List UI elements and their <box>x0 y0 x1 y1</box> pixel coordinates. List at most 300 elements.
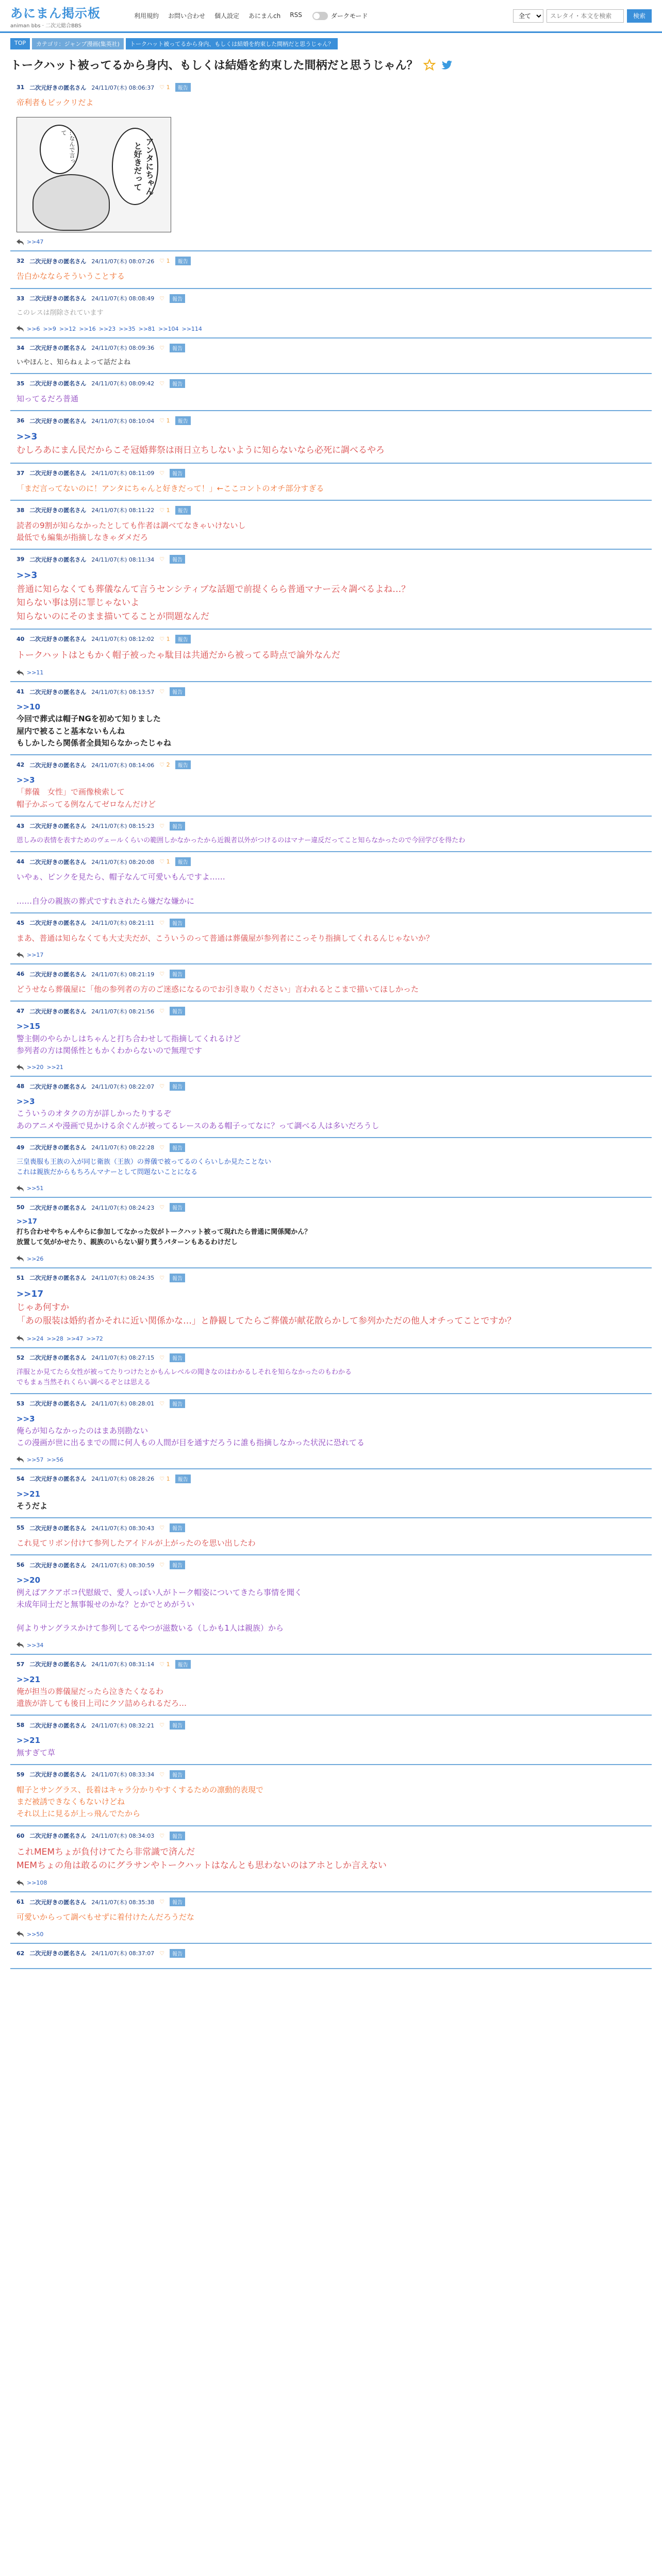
anchor-link[interactable]: >>20 <box>16 1575 41 1585</box>
post-body <box>10 518 652 549</box>
post-number[interactable]: 39 <box>16 556 25 563</box>
heart-icon: ♡ <box>159 469 165 477</box>
post-body <box>10 1572 652 1639</box>
report-button[interactable]: 報告 <box>170 919 185 927</box>
reply-link[interactable]: >>57 <box>27 1456 44 1463</box>
post-number[interactable]: 46 <box>16 971 25 978</box>
post-line: 遺族が許しても後日上司にクソ詰められるだろ… <box>16 1699 187 1708</box>
report-button[interactable]: 報告 <box>170 1143 185 1152</box>
reply-link[interactable]: >>50 <box>27 1930 44 1938</box>
manga-panel-image[interactable] <box>16 117 171 232</box>
post-date: 24/11/07(木) 08:20:08 <box>91 858 155 866</box>
post-number[interactable]: 58 <box>16 1722 25 1729</box>
post-author: 二次元好きの匿名さん <box>29 1562 87 1569</box>
reply-icon <box>16 1880 24 1886</box>
post-author: 二次元好きの匿名さん <box>29 345 87 352</box>
reply-link[interactable]: >>47 <box>27 239 44 246</box>
site-header <box>0 0 662 33</box>
post-number[interactable]: 61 <box>16 1899 25 1906</box>
reply-links <box>10 1253 652 1267</box>
post-number[interactable]: 33 <box>16 295 25 302</box>
like-button[interactable] <box>159 761 170 768</box>
like-button[interactable] <box>159 920 164 926</box>
post-author: 二次元好きの匿名さん <box>29 823 87 830</box>
nav-item[interactable]: RSS <box>290 11 302 19</box>
twitter-icon[interactable] <box>441 59 453 71</box>
like-count: 1 <box>166 1475 170 1482</box>
post-date: 24/11/07(木) 08:15:23 <box>91 823 155 830</box>
post-header <box>10 550 652 567</box>
post-number[interactable]: 57 <box>16 1660 25 1668</box>
report-button[interactable]: 報告 <box>170 1203 185 1212</box>
report-button[interactable]: 報告 <box>170 1274 185 1282</box>
post-header <box>10 1655 652 1672</box>
reply-links <box>10 950 652 963</box>
report-button[interactable]: 報告 <box>170 469 185 478</box>
post-header <box>10 464 652 481</box>
breadcrumb-item[interactable]: トークハット被ってるから身内、もしくは結婚を約束した間柄だと思うじゃん？ <box>126 38 338 49</box>
post-line: 俺が担当の葬儀屋だったら泣きたくなるわ <box>16 1686 164 1696</box>
post-header <box>10 1077 652 1094</box>
post <box>10 338 652 374</box>
report-button[interactable]: 報告 <box>170 1832 185 1840</box>
heart-icon: ♡ <box>159 84 165 91</box>
reply-icon <box>16 326 24 332</box>
post-date: 24/11/07(木) 08:12:02 <box>91 636 155 643</box>
anchor-link[interactable]: >>21 <box>16 1674 41 1684</box>
search-scope-select[interactable] <box>513 9 543 23</box>
post-line: あのアニメや漫画で見かける余ぐんが被ってるレースのある帽子ってなに？って調べる人は多いだろうし <box>16 1121 379 1130</box>
post-number[interactable]: 56 <box>16 1562 25 1569</box>
post-line <box>16 1611 646 1622</box>
post-number[interactable]: 60 <box>16 1832 25 1839</box>
post-number[interactable]: 34 <box>16 344 25 351</box>
post-header <box>10 1944 652 1961</box>
reply-icon <box>16 1256 24 1262</box>
post-number[interactable]: 42 <box>16 761 25 769</box>
report-button[interactable]: 報告 <box>170 1523 185 1532</box>
reply-icon <box>16 952 24 958</box>
report-button[interactable]: 報告 <box>170 555 185 564</box>
post-body <box>10 1782 652 1825</box>
heart-icon: ♡ <box>159 919 165 926</box>
post-body <box>10 699 652 754</box>
post-author: 二次元好きの匿名さん <box>29 1661 87 1668</box>
like-button[interactable] <box>159 84 170 91</box>
post-number[interactable]: 35 <box>16 380 25 387</box>
post-header <box>10 1555 652 1572</box>
post-author: 二次元好きの匿名さん <box>29 84 87 91</box>
post-line: これ見てリボン付けて参列したアイドルが上がったのを思い出したわ <box>16 1538 256 1548</box>
thread-title: トークハット被ってるから身内、もしくは結婚を約束した間柄だと思うじゃん？ <box>10 59 418 72</box>
post-number[interactable]: 40 <box>16 635 25 642</box>
post-date: 24/11/07(木) 08:09:42 <box>91 380 155 387</box>
post-body <box>10 1486 652 1518</box>
breadcrumb-item[interactable]: カテゴリ：ジャンプ漫画(集英社) <box>32 38 124 49</box>
reply-icon <box>16 670 24 676</box>
reply-link[interactable]: >>51 <box>27 1185 44 1192</box>
report-button[interactable]: 報告 <box>175 1475 191 1483</box>
heart-icon: ♡ <box>159 344 165 351</box>
post <box>10 1394 652 1469</box>
reply-link[interactable]: >>9 <box>43 325 56 332</box>
post-number[interactable]: 38 <box>16 506 25 514</box>
post-number[interactable]: 62 <box>16 1950 25 1957</box>
post <box>10 1077 652 1138</box>
heart-icon: ♡ <box>159 1899 165 1906</box>
like-button[interactable] <box>159 971 164 977</box>
anchor-link[interactable]: >>21 <box>16 1489 41 1499</box>
post <box>10 682 652 755</box>
post-line: それ以上に見るが上っ飛んでたから <box>16 1809 141 1819</box>
reply-link[interactable]: >>11 <box>27 669 44 676</box>
post-body <box>10 1535 652 1554</box>
like-count: 1 <box>166 1660 170 1668</box>
post-author: 二次元好きの匿名さん <box>29 1204 87 1211</box>
post-number[interactable]: 49 <box>16 1144 25 1151</box>
report-button[interactable]: 報告 <box>170 379 185 388</box>
heart-icon: ♡ <box>159 258 165 265</box>
post-number[interactable]: 52 <box>16 1354 25 1361</box>
like-button[interactable] <box>159 345 164 351</box>
post-body <box>10 355 652 373</box>
report-button[interactable]: 報告 <box>170 970 185 978</box>
post-body <box>10 1215 652 1253</box>
post-number[interactable]: 41 <box>16 688 25 696</box>
like-count: 2 <box>166 761 170 769</box>
post-header <box>10 1268 652 1285</box>
heart-icon: ♡ <box>159 1008 165 1015</box>
nav-item[interactable]: あにまんch <box>249 12 281 20</box>
post-line: トークハットはともかく帽子被ったゃ駄目は共通だから被ってる時点で論外なんだ <box>16 650 340 660</box>
like-button[interactable] <box>159 1833 164 1839</box>
reply-links <box>10 1877 652 1891</box>
reply-link[interactable]: >>104 <box>158 325 179 332</box>
like-button[interactable] <box>159 823 164 829</box>
search-button[interactable]: 検索 <box>627 9 652 23</box>
reply-link[interactable]: >>12 <box>59 325 76 332</box>
report-button[interactable]: 報告 <box>175 506 191 515</box>
reply-link[interactable]: >>6 <box>27 325 40 332</box>
like-button[interactable] <box>159 507 170 514</box>
post <box>10 852 652 913</box>
post-header <box>10 501 652 518</box>
reply-link[interactable]: >>34 <box>27 1641 44 1649</box>
post-number[interactable]: 32 <box>16 258 25 265</box>
reply-link[interactable]: >>28 <box>46 1335 63 1342</box>
post-date: 24/11/07(木) 08:24:35 <box>91 1275 155 1282</box>
report-button[interactable]: 報告 <box>175 1660 191 1669</box>
post-number[interactable]: 48 <box>16 1083 25 1090</box>
post-header <box>10 1198 652 1215</box>
post-line: 無すぎて草 <box>16 1748 56 1757</box>
report-button[interactable]: 報告 <box>170 1721 185 1730</box>
post-line: 今回で葬式は帽子NGを初めて知りました <box>16 714 161 724</box>
heart-icon: ♡ <box>159 1771 165 1778</box>
post <box>10 251 652 289</box>
post <box>10 817 652 852</box>
post <box>10 1716 652 1765</box>
heart-icon: ♡ <box>159 1400 165 1407</box>
post-body <box>10 1094 652 1137</box>
post-line: 恩しみの表情を表すためのヴェールくらいの範囲しかなかったから近親者以外がつけるのはマナー違反だってこと知らなかったので今回学びを得たわ <box>16 836 466 844</box>
post-author: 二次元好きの匿名さん <box>29 1144 87 1151</box>
post-number[interactable]: 53 <box>16 1400 25 1407</box>
post-date: 24/11/07(木) 08:11:34 <box>91 556 155 563</box>
like-button[interactable] <box>159 1008 164 1014</box>
post-header <box>10 1765 652 1782</box>
heart-icon: ♡ <box>159 858 165 866</box>
post-line: このレスは削除されています <box>16 309 104 317</box>
heart-icon: ♡ <box>159 1354 165 1361</box>
post <box>10 78 652 251</box>
post-date: 24/11/07(木) 08:22:07 <box>91 1083 155 1090</box>
post-body <box>10 1909 652 1928</box>
anchor-link[interactable]: >>3 <box>16 570 38 581</box>
breadcrumb-item[interactable]: TOP <box>10 38 30 49</box>
reply-link[interactable]: >>16 <box>79 325 96 332</box>
post <box>10 1944 652 1969</box>
report-button[interactable]: 報告 <box>170 344 185 352</box>
post <box>10 1655 652 1716</box>
nav-item[interactable]: 利用規約 <box>134 12 159 20</box>
post <box>10 964 652 1002</box>
nav-item[interactable]: お問い合わせ <box>168 12 206 20</box>
post-author: 二次元好きの匿名さん <box>29 1524 87 1532</box>
post-number[interactable]: 44 <box>16 858 25 866</box>
star-icon[interactable] <box>423 59 436 71</box>
post-date: 24/11/07(木) 08:21:19 <box>91 971 155 978</box>
post-header <box>10 964 652 981</box>
post-date: 24/11/07(木) 08:06:37 <box>91 84 155 91</box>
post-number[interactable]: 37 <box>16 469 25 477</box>
post-line: 知らない事は別に罪じゃないよ <box>16 598 139 608</box>
like-button[interactable] <box>159 1722 164 1728</box>
post-line: 帝利者もビックリだよ <box>16 98 94 107</box>
report-button[interactable]: 報告 <box>170 822 185 831</box>
post-body <box>10 1285 652 1333</box>
reply-link[interactable]: >>24 <box>27 1335 44 1342</box>
like-button[interactable] <box>159 858 170 865</box>
like-button[interactable] <box>159 1771 164 1778</box>
report-button[interactable]: 報告 <box>175 760 191 769</box>
post-line: 最低でも編集が指摘しなきゃダメだろ <box>16 533 148 543</box>
like-button[interactable] <box>159 1524 164 1531</box>
post-number[interactable]: 36 <box>16 417 25 425</box>
post-number[interactable]: 47 <box>16 1008 25 1015</box>
post-line: 洋服とか見てたら女性が被ってたりつけたとかもんレべルの聞きなのはわかるしそれを知らなかったのもわかる <box>16 1368 352 1376</box>
like-button[interactable] <box>159 417 170 424</box>
post <box>10 464 652 501</box>
post-date: 24/11/07(木) 08:32:21 <box>91 1722 155 1729</box>
dark-mode-toggle[interactable] <box>312 11 368 20</box>
reply-link[interactable]: >>21 <box>46 1064 63 1071</box>
reply-link[interactable]: >>72 <box>86 1335 103 1342</box>
reply-link[interactable]: >>20 <box>27 1064 44 1071</box>
post-line: 何よりサングラスかけて参列してるやつが滋数いる（しかも1人は親族）から <box>16 1623 284 1633</box>
anchor-link[interactable]: >>10 <box>16 702 41 712</box>
report-button[interactable]: 報告 <box>170 1082 185 1091</box>
reply-link[interactable]: >>26 <box>27 1255 44 1262</box>
search-input[interactable] <box>547 9 624 23</box>
reply-links <box>10 1929 652 1943</box>
post-number[interactable]: 54 <box>16 1475 25 1482</box>
post-body <box>10 268 652 287</box>
like-button[interactable] <box>159 556 164 563</box>
main-nav <box>134 11 302 20</box>
post-number[interactable]: 55 <box>16 1524 25 1532</box>
post-header <box>10 78 652 95</box>
post-body <box>10 1019 652 1062</box>
like-button[interactable] <box>159 380 164 387</box>
post-date: 24/11/07(木) 08:27:15 <box>91 1354 155 1362</box>
post-line: 例えばアクアボコ代慰級で、愛人っぽい人がトーク帽姿についてきたら事情を聞く <box>16 1587 302 1597</box>
like-button[interactable] <box>159 1275 164 1281</box>
reply-link[interactable]: >>35 <box>119 325 136 332</box>
post-number[interactable]: 31 <box>16 84 25 91</box>
anchor-link[interactable]: >>3 <box>16 1414 35 1423</box>
post-body <box>10 428 652 463</box>
post-author: 二次元好きの匿名さん <box>29 1008 87 1015</box>
post-line: 打ち合わせやちゃんやらに参加してなかった奴がトークハット被って現れたら普通に関係聞かん？ <box>16 1228 311 1236</box>
post-line: むしろあにまん民だからこそ冠婚葬祭は雨日立ちしないように知らないなら必死に調べるやろ <box>16 445 385 456</box>
anchor-link[interactable]: >>3 <box>16 432 38 443</box>
reply-link[interactable]: >>17 <box>27 952 44 959</box>
like-button[interactable] <box>159 1083 164 1090</box>
like-button[interactable] <box>159 295 164 302</box>
reply-link[interactable]: >>108 <box>27 1879 47 1887</box>
report-button[interactable]: 報告 <box>170 687 185 696</box>
post <box>10 411 652 464</box>
heart-icon: ♡ <box>159 635 165 642</box>
toggle-switch[interactable] <box>312 12 328 20</box>
report-button[interactable]: 報告 <box>170 1399 185 1408</box>
post-body <box>10 1843 652 1878</box>
like-button[interactable] <box>159 1354 164 1361</box>
reply-links <box>10 1183 652 1197</box>
post-date: 24/11/07(木) 08:09:36 <box>91 345 155 352</box>
post-header <box>10 374 652 391</box>
heart-icon: ♡ <box>159 556 165 563</box>
report-button[interactable]: 報告 <box>170 1561 185 1569</box>
report-button[interactable]: 報告 <box>170 1007 185 1015</box>
like-button[interactable] <box>159 688 164 695</box>
heart-icon: ♡ <box>159 1950 165 1957</box>
anchor-link[interactable]: >>3 <box>16 1097 35 1107</box>
anchor-link[interactable]: >>3 <box>16 775 35 785</box>
post-header <box>10 251 652 268</box>
heart-icon: ♡ <box>159 1660 165 1668</box>
nav-item[interactable]: 個人設定 <box>214 12 240 20</box>
post-body <box>10 1733 652 1764</box>
like-button[interactable] <box>159 470 164 477</box>
report-button[interactable]: 報告 <box>175 257 191 265</box>
post-line: 帽子とサングラス、長着はキャラ分かりやすくするための凛動的表現で <box>16 1785 263 1794</box>
reply-link[interactable]: >>114 <box>181 325 202 332</box>
like-button[interactable] <box>159 1950 164 1957</box>
reply-icon <box>16 1642 24 1648</box>
post-line: じゃあ何すか <box>16 1302 69 1313</box>
like-button[interactable] <box>159 1144 164 1151</box>
post-line: もしかしたら関係者全員知らなかったじゃね <box>16 738 172 748</box>
anchor-link[interactable]: >>15 <box>16 1022 41 1031</box>
report-button[interactable]: 報告 <box>170 294 185 303</box>
post-header <box>10 1002 652 1019</box>
toggle-knob <box>313 13 320 19</box>
like-button[interactable] <box>159 1899 164 1905</box>
like-button[interactable] <box>159 1562 164 1568</box>
post-line: まあ、普通は知らなくても大丈夫だが、こういうのって普通は葬儀屋が参列者にこっそり指摘してくれるんじゃないか？ <box>16 933 434 943</box>
post-body <box>10 981 652 1001</box>
report-button[interactable]: 報告 <box>170 1949 185 1958</box>
post-author: 二次元好きの匿名さん <box>29 636 87 643</box>
like-button[interactable] <box>159 1400 164 1407</box>
report-button[interactable]: 報告 <box>175 83 191 92</box>
heart-icon: ♡ <box>159 1274 165 1281</box>
report-button[interactable]: 報告 <box>170 1770 185 1779</box>
post-author: 二次元好きの匿名さん <box>29 688 87 696</box>
like-button[interactable] <box>159 258 170 264</box>
post <box>10 1826 652 1893</box>
post-date: 24/11/07(木) 08:28:26 <box>91 1476 155 1483</box>
character-face <box>32 174 110 231</box>
report-button[interactable]: 報告 <box>175 857 191 866</box>
post-date: 24/11/07(木) 08:22:28 <box>91 1144 155 1151</box>
reply-link[interactable]: >>81 <box>138 325 156 332</box>
anchor-link[interactable]: >>17 <box>16 1218 37 1226</box>
post-header <box>10 1716 652 1733</box>
post-line: 警主側のやらかしはちゃんと打ち合わせして指摘してくれるけど <box>16 1033 241 1043</box>
post <box>10 1469 652 1519</box>
reply-icon <box>16 1931 24 1937</box>
logo[interactable] <box>10 3 113 29</box>
like-button[interactable] <box>159 1476 170 1482</box>
report-button[interactable]: 報告 <box>175 416 191 425</box>
post-number[interactable]: 43 <box>16 822 25 829</box>
reply-link[interactable]: >>23 <box>98 325 116 332</box>
report-button[interactable]: 報告 <box>170 1353 185 1362</box>
post-line: この漫画が世に出るまでの間に何人もの人間が目を通すだろうに誰も指摘しなかった状況に恐れてる <box>16 1438 365 1448</box>
post-line: そうだよ <box>16 1501 48 1511</box>
post-line: 「あの服装は婚約者かそれに近い関係かな…」と静観してたらご葬儀が献花散らかして参列かただの他人オチってことですか？ <box>16 1316 516 1327</box>
like-button[interactable] <box>159 1204 164 1211</box>
post-line: 俺らが知らなかったのはまあ別勘ない <box>16 1426 148 1436</box>
like-count: 1 <box>166 858 170 866</box>
anchor-link[interactable]: >>17 <box>16 1289 44 1299</box>
post-author: 二次元好きの匿名さん <box>29 1771 87 1778</box>
report-button[interactable]: 報告 <box>170 1897 185 1906</box>
like-button[interactable] <box>159 636 170 642</box>
post-header <box>10 755 652 772</box>
post-number[interactable]: 59 <box>16 1771 25 1778</box>
anchor-link[interactable]: >>21 <box>16 1736 41 1745</box>
post-number[interactable]: 50 <box>16 1204 25 1211</box>
reply-link[interactable]: >>56 <box>46 1456 63 1463</box>
post-date: 24/11/07(木) 08:07:26 <box>91 258 155 265</box>
post-line: これMEMちょが負付けてたら非常識で済んだ <box>16 1846 195 1857</box>
logo-title[interactable]: あにまん掲示板 <box>10 6 101 21</box>
post-author: 二次元好きの匿名さん <box>29 380 87 387</box>
reply-links <box>10 667 652 681</box>
heart-icon: ♡ <box>159 1562 165 1569</box>
like-button[interactable] <box>159 1661 170 1668</box>
post <box>10 501 652 550</box>
reply-link[interactable]: >>47 <box>66 1335 84 1342</box>
post-number[interactable]: 51 <box>16 1274 25 1281</box>
post-number[interactable]: 45 <box>16 919 25 926</box>
post-date: 24/11/07(木) 08:37:07 <box>91 1950 155 1957</box>
report-button[interactable]: 報告 <box>175 635 191 643</box>
